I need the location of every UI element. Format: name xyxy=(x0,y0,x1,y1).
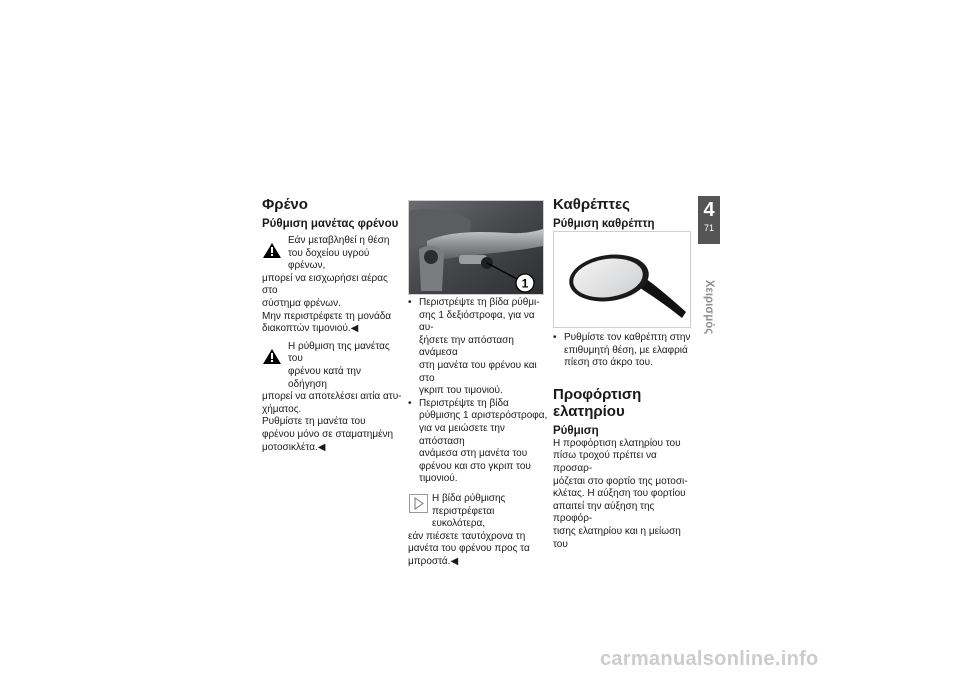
paragraph-line: Η προφόρτιση ελατηρίου του xyxy=(553,437,681,449)
callout-number: 1 xyxy=(521,276,529,291)
page-number: 71 xyxy=(703,223,714,233)
paragraph-line: κλέτας. Η αύξηση του φορτίου xyxy=(553,488,686,500)
note-block xyxy=(408,493,548,569)
paragraph-line: απαιτεί την αύξηση της προφόρ- xyxy=(553,500,655,525)
warning-text-line: φρένου κατά την οδήγηση xyxy=(288,365,361,390)
warning-text-line: Εάν μεταβληθεί η θέση xyxy=(288,235,390,246)
step-text-line: στη μανέτα του φρένου και στο xyxy=(419,359,537,384)
warning-text-line: μπορεί να εισχωρήσει αέρας στο xyxy=(262,272,388,297)
mirror-image xyxy=(554,232,690,327)
section-title-brake: Φρένο xyxy=(262,196,308,213)
list-item xyxy=(553,332,693,370)
warning-text-line: Ρυθμίστε τη μανέτα του xyxy=(262,416,366,428)
step-text: σης 1 δεξιόστροφα, για να αυ- xyxy=(419,309,535,334)
brake-lever-photo xyxy=(408,200,544,295)
step-text-line: φρένου και στο γκριπ του xyxy=(419,460,531,472)
step-text-line: Περιστρέψτε τη βίδα ρύθμι- xyxy=(419,297,540,308)
warning-text-line: μπορεί να αποτελέσει αιτία ατυ- xyxy=(262,391,402,403)
step-text-line: για να μειώσετε την απόσταση xyxy=(419,422,505,447)
step-text-line xyxy=(419,310,548,335)
mirror-photo xyxy=(553,231,691,328)
step-text-line: Ρυθμίστε τον καθρέπτη στην xyxy=(564,332,691,343)
warning-text-line: σύστημα φρένων. xyxy=(262,297,341,309)
warning-block-2 xyxy=(262,341,402,454)
warning-text-line: του δοχείου υγρού φρένων, xyxy=(288,247,370,272)
chapter-tab xyxy=(698,196,720,244)
note-text-line: περιστρέφεται ευκολότερα, xyxy=(432,505,495,530)
step-text-line: πίεση στο άκρο του. xyxy=(564,357,653,369)
step-text-line: γκριπ του τιμονιού. xyxy=(419,385,503,397)
footer-watermark: carmanualsonline.info xyxy=(600,648,819,670)
section-name: Χειρισμός xyxy=(703,279,715,335)
note-text-line: εάν πιέσετε ταυτόχρονα τη xyxy=(408,530,526,542)
section-side-label xyxy=(700,272,718,342)
paragraph-line: τισης ελατηρίου και η μείωση του xyxy=(553,525,681,550)
warning-icon xyxy=(263,349,281,364)
bullet-icon: • xyxy=(553,332,557,343)
warning-text-line: Μην περιστρέφετε τη μονάδα xyxy=(262,310,392,322)
step-text-line: επιθυμητή θέση, με ελαφριά xyxy=(564,344,688,356)
column-mirrors xyxy=(553,196,693,230)
step-text-line: ανάμεσα στη μανέτα του xyxy=(419,448,528,460)
step-text-line: τιμονιού. xyxy=(419,473,458,485)
column-mirrors-text xyxy=(553,332,693,551)
paragraph-spring-preload xyxy=(553,438,693,551)
warning-icon xyxy=(263,243,281,258)
paragraph-line: μόζεται στο φορτίο της μοτοσι- xyxy=(553,475,688,487)
column-brake xyxy=(262,196,402,454)
warning-block-1 xyxy=(262,235,402,336)
chapter-number: 4 xyxy=(703,199,715,221)
list-item xyxy=(408,398,548,486)
step-text-line: ρύθμισης 1 αριστερόστροφα, xyxy=(419,410,548,422)
note-text-line: Η βίδα ρύθμισης xyxy=(432,492,506,504)
step-text-line: ξήσετε την απόσταση ανάμεσα xyxy=(419,334,514,359)
column-brake-steps xyxy=(408,297,548,568)
subsection-title-brake-lever: Ρύθμιση μανέτας φρένου xyxy=(262,218,399,230)
list-item xyxy=(408,297,548,398)
paragraph-line: πίσω τροχού πρέπει να προσαρ- xyxy=(553,450,657,474)
warning-text-line: φρένου μόνο σε σταματημένη xyxy=(262,428,394,440)
bullet-icon: • xyxy=(408,297,412,308)
note-text-line: μπροστά.◀ xyxy=(408,555,459,567)
warning-text-line: διακοπτών τιμονιού.◀ xyxy=(262,323,359,335)
note-triangle-icon xyxy=(409,494,428,513)
step-text-line: Περιστρέψτε τη βίδα xyxy=(419,397,509,409)
note-text-line: μανέτα του φρένου προς τα xyxy=(408,543,530,555)
warning-text-line: μοτοσικλέτα.◀ xyxy=(262,441,326,453)
warning-text-line: Η ρύθμιση της μανέτας του xyxy=(288,340,390,365)
warning-text-line: χήματος. xyxy=(262,403,302,415)
brake-lever-image xyxy=(409,201,543,294)
section-title-spring-preload: Προφόρτιση ελατηρίου xyxy=(553,385,642,420)
subsection-title-mirror-adjust: Ρύθμιση καθρέπτη xyxy=(553,218,655,230)
bullet-icon: • xyxy=(408,397,412,409)
section-title-mirrors: Καθρέπτες xyxy=(553,196,630,213)
subsection-title-adjustment: Ρύθμιση xyxy=(553,424,599,437)
